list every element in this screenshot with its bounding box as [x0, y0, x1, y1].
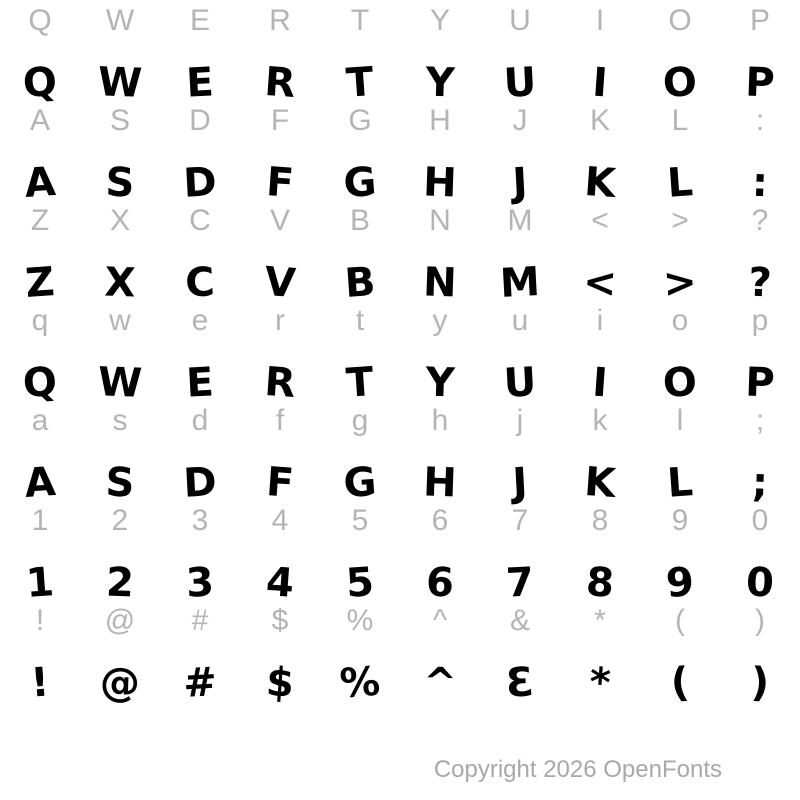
font-glyph: L — [665, 459, 695, 507]
reference-label: M — [507, 204, 533, 237]
glyph-pair — [0, 500, 800, 607]
font-glyph: J — [511, 459, 529, 507]
reference-label: o — [671, 304, 689, 337]
glyph-row — [0, 658, 800, 708]
font-glyph: D — [182, 159, 218, 207]
font-glyph: 6 — [425, 559, 455, 607]
font-glyph: ! — [29, 659, 51, 707]
reference-label: t — [355, 304, 365, 337]
reference-label: 1 — [31, 504, 49, 537]
reference-label: U — [509, 4, 531, 37]
reference-label: V — [269, 204, 290, 237]
glyph-row — [0, 559, 800, 607]
reference-label: d — [191, 404, 209, 437]
reference-label: Y — [429, 4, 450, 37]
font-glyph: F — [264, 459, 296, 507]
reference-label: Q — [28, 4, 52, 37]
reference-label: w — [109, 304, 131, 337]
reference-label: ? — [751, 204, 769, 237]
font-glyph: ; — [751, 459, 769, 507]
font-glyph: 8 — [584, 559, 616, 607]
font-glyph: Y — [424, 359, 456, 407]
reference-label: 7 — [511, 504, 529, 537]
reference-label: P — [749, 4, 770, 37]
font-glyph: 9 — [664, 559, 696, 607]
reference-label: ! — [35, 604, 45, 637]
reference-label: I — [595, 4, 605, 37]
font-glyph: A — [22, 458, 58, 508]
font-glyph: H — [422, 159, 458, 207]
font-glyph: C — [184, 259, 216, 307]
reference-label: e — [191, 304, 209, 337]
glyph-pair — [0, 100, 800, 208]
reference-label: O — [668, 4, 692, 37]
reference-label: % — [346, 604, 374, 637]
font-glyph: H — [422, 459, 458, 507]
font-glyph: F — [264, 159, 296, 207]
glyph-pair — [0, 200, 800, 308]
reference-label: k — [592, 404, 608, 437]
reference-label: : — [755, 104, 765, 137]
reference-label: 2 — [111, 504, 129, 537]
font-glyph: I — [590, 59, 610, 107]
reference-label: > — [671, 204, 689, 237]
reference-label: G — [348, 104, 372, 137]
font-glyph: W — [97, 359, 143, 407]
font-glyph: G — [342, 458, 378, 508]
reference-label-row — [0, 306, 800, 336]
reference-label-row — [0, 106, 800, 136]
font-glyph: W — [97, 59, 143, 107]
font-glyph: N — [422, 259, 458, 307]
glyph-pair — [0, 400, 800, 508]
reference-label: r — [275, 304, 285, 337]
reference-label: p — [751, 304, 769, 337]
reference-label: i — [596, 304, 604, 337]
reference-label: A — [29, 104, 50, 137]
glyph-row — [0, 58, 800, 108]
font-glyph: K — [582, 158, 618, 208]
glyph-pair — [0, 0, 800, 108]
reference-label: g — [351, 404, 369, 437]
font-glyph: E — [185, 59, 215, 107]
reference-label: Z — [30, 204, 50, 237]
reference-label: < — [591, 204, 609, 237]
font-glyph: ) — [750, 659, 770, 707]
reference-label-row — [0, 406, 800, 436]
reference-label-row — [0, 206, 800, 236]
font-glyph: Q — [21, 358, 59, 408]
font-glyph: ( — [669, 659, 691, 707]
font-glyph: Y — [424, 59, 456, 107]
glyph-row — [0, 458, 800, 508]
font-glyph: O — [661, 358, 699, 408]
font-glyph: S — [104, 159, 136, 207]
font-glyph: T — [344, 359, 376, 407]
font-glyph: * — [587, 659, 613, 707]
reference-label: q — [31, 304, 49, 337]
font-glyph: : — [751, 159, 769, 207]
font-glyph: P — [744, 359, 776, 407]
reference-label: W — [105, 4, 135, 37]
reference-label: X — [109, 204, 130, 237]
font-glyph: 2 — [105, 559, 135, 607]
font-glyph: Z — [23, 259, 57, 307]
font-glyph: Q — [21, 58, 59, 108]
font-glyph: @ — [99, 659, 141, 707]
font-glyph: P — [744, 59, 776, 107]
reference-label: & — [509, 604, 530, 637]
font-glyph: R — [263, 358, 297, 408]
font-glyph: K — [582, 458, 618, 508]
reference-label: y — [432, 304, 448, 337]
reference-label: $ — [271, 604, 289, 637]
font-glyph: 0 — [745, 559, 775, 607]
reference-label: 9 — [671, 504, 689, 537]
reference-label-row — [0, 606, 800, 636]
reference-label: 3 — [191, 504, 209, 537]
reference-label: s — [112, 404, 128, 437]
font-glyph: M — [498, 258, 542, 308]
font-glyph: > — [661, 258, 699, 308]
reference-label: F — [270, 104, 290, 137]
reference-label: N — [429, 204, 451, 237]
glyph-pair — [0, 300, 800, 408]
reference-label: C — [189, 204, 211, 237]
font-glyph: Ɛ — [504, 659, 536, 707]
reference-label: ( — [675, 604, 685, 637]
font-glyph: < — [581, 258, 619, 308]
font-glyph: ^ — [422, 659, 458, 707]
reference-label: 5 — [351, 504, 369, 537]
font-glyph: E — [185, 359, 215, 407]
reference-label: E — [189, 4, 210, 37]
reference-label: 0 — [751, 504, 769, 537]
font-glyph: J — [511, 159, 529, 207]
reference-label-row — [0, 6, 800, 36]
glyph-row — [0, 258, 800, 308]
reference-label: J — [512, 104, 528, 137]
font-glyph: G — [342, 158, 378, 208]
reference-label: R — [269, 4, 291, 37]
reference-label: 6 — [431, 504, 449, 537]
reference-label: a — [31, 404, 49, 437]
glyph-row — [0, 358, 800, 408]
font-glyph: U — [502, 59, 538, 107]
reference-label: l — [676, 404, 684, 437]
reference-label: 4 — [271, 504, 289, 537]
reference-label: 8 — [591, 504, 609, 537]
font-glyph: V — [262, 258, 298, 308]
font-glyph: # — [182, 659, 218, 707]
font-glyph: O — [661, 58, 699, 108]
font-glyph: I — [590, 359, 610, 407]
reference-label-row — [0, 506, 800, 536]
footer-copyright: Copyright 2026 OpenFonts — [433, 756, 722, 783]
reference-label: L — [671, 104, 689, 137]
reference-label: K — [589, 104, 610, 137]
font-glyph: 7 — [504, 559, 536, 607]
reference-label: h — [431, 404, 449, 437]
font-glyph: T — [344, 59, 376, 107]
font-glyph: D — [182, 459, 218, 507]
reference-label: ; — [755, 404, 765, 437]
font-glyph: 4 — [264, 559, 296, 607]
font-glyph: 3 — [184, 559, 216, 607]
font-glyph: ? — [747, 259, 773, 307]
reference-label: # — [191, 604, 209, 637]
reference-label: j — [516, 404, 524, 437]
font-glyph: X — [103, 259, 137, 307]
font-glyph: U — [502, 359, 538, 407]
font-glyph: L — [665, 159, 695, 207]
font-glyph: S — [104, 459, 136, 507]
reference-label: T — [350, 4, 370, 37]
reference-label: ^ — [432, 604, 448, 637]
font-glyph: 1 — [24, 559, 56, 607]
font-glyph: $ — [264, 659, 296, 707]
glyph-pair — [0, 600, 800, 708]
font-glyph: A — [22, 158, 58, 208]
reference-label: f — [275, 404, 285, 437]
reference-label: ) — [755, 604, 765, 637]
font-glyph: 5 — [344, 559, 376, 607]
reference-label: S — [109, 104, 130, 137]
reference-label: * — [594, 604, 606, 637]
font-glyph: B — [343, 258, 377, 308]
reference-label: u — [511, 304, 529, 337]
font-glyph: % — [338, 658, 382, 708]
reference-label: @ — [104, 604, 136, 637]
glyph-row — [0, 158, 800, 208]
reference-label: D — [189, 104, 211, 137]
font-glyph: R — [263, 58, 297, 108]
reference-label: H — [429, 104, 451, 137]
reference-label: B — [349, 204, 370, 237]
